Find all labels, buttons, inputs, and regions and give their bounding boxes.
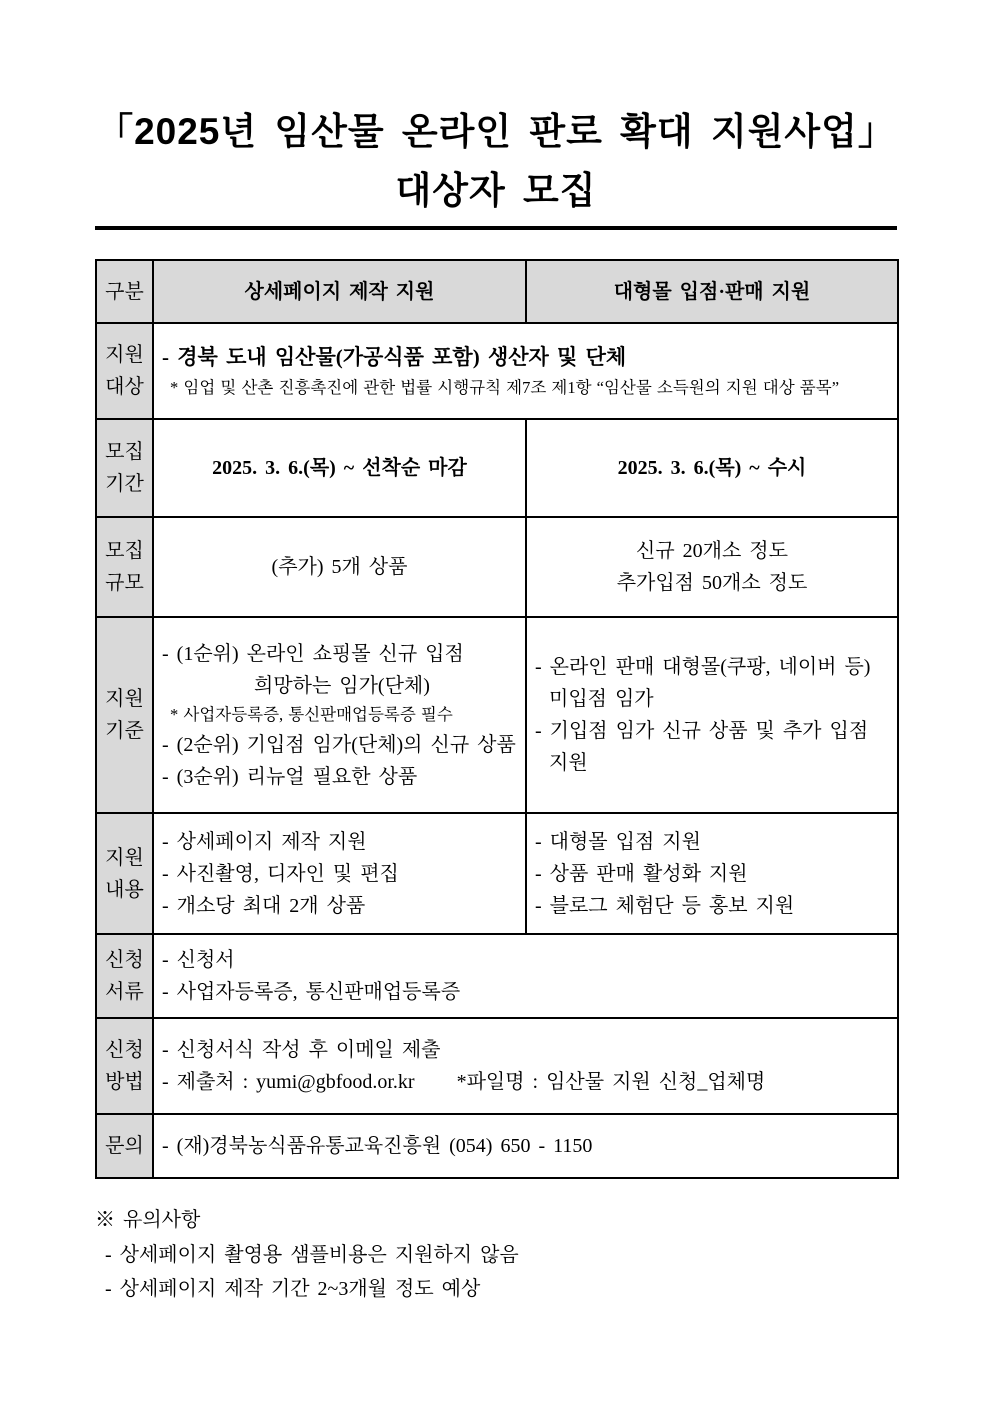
table-row-criteria xyxy=(96,617,898,813)
support-label-line1: 지원 xyxy=(105,846,144,869)
support-col2-item: - 블로그 체험단 등 홍보 지원 xyxy=(535,894,795,917)
criteria-label-line1: 지원 xyxy=(105,688,144,711)
program-table xyxy=(95,259,899,1179)
method-filename: *파일명 : 임산물 지원 신청_업체명 xyxy=(456,1071,766,1094)
scale-col2-line2: 추가입점 50개소 정도 xyxy=(616,572,808,595)
target-label-cell xyxy=(96,323,153,419)
scale-col1-cell: (추가) 5개 상품 xyxy=(153,517,526,617)
method-value-cell xyxy=(153,1018,898,1114)
target-label-line1: 지원 xyxy=(105,344,144,367)
method-submit-email: - 제출처 : yumi@gbfood.or.kr xyxy=(162,1071,415,1094)
support-label-line2: 내용 xyxy=(105,878,144,901)
documents-label-line1: 신청 xyxy=(105,949,144,972)
notes-item: - 상세페이지 촬영용 샘플비용은 지원하지 않음 xyxy=(105,1243,519,1266)
criteria-col1-line3: * 사업자등록증, 통신판매업등록증 필수 xyxy=(170,705,453,725)
table-row-support xyxy=(96,813,898,934)
scale-label-cell xyxy=(96,517,153,617)
scale-col2-line1: 신규 20개소 정도 xyxy=(636,540,788,563)
documents-label-line2: 서류 xyxy=(105,981,144,1004)
criteria-col2-line3: - 기입점 임가 신규 상품 및 추가 입점 xyxy=(535,720,869,743)
period-col2-cell: 2025. 3. 6.(목) ~ 수시 xyxy=(526,419,898,517)
notes-items xyxy=(95,1238,897,1307)
scale-label-line1: 모집 xyxy=(105,540,144,563)
documents-label-cell xyxy=(96,934,153,1018)
period-col1-cell: 2025. 3. 6.(목) ~ 선착순 마감 xyxy=(153,419,526,517)
support-col1-item: - 상세페이지 제작 지원 xyxy=(162,830,367,853)
document-content xyxy=(95,0,897,1307)
criteria-col1-line2: 희망하는 임가(단체) xyxy=(254,675,430,698)
table-row-period xyxy=(96,419,898,517)
support-col2-item: - 대형몰 입점 지원 xyxy=(535,830,701,853)
support-col1-cell xyxy=(153,813,526,934)
table-row-method xyxy=(96,1018,898,1114)
header-col2-cell: 대형몰 입점·판매 지원 xyxy=(526,260,898,323)
support-col1-item: - 사진촬영, 디자인 및 편집 xyxy=(162,862,399,885)
notes-item: - 상세페이지 제작 기간 2~3개월 정도 예상 xyxy=(105,1278,481,1301)
period-label-cell xyxy=(96,419,153,517)
criteria-col2-line1: - 온라인 판매 대형몰(쿠팡, 네이버 등) xyxy=(535,656,871,679)
criteria-col2-line2: 미입점 임가 xyxy=(549,688,654,711)
page-title-line1: 「2025년 임산물 온라인 판로 확대 지원사업」 xyxy=(96,111,896,152)
target-main-text: - 경북 도내 임산물(가공식품 포함) 생산자 및 단체 xyxy=(162,345,627,370)
header-corner-cell: 구분 xyxy=(96,260,153,323)
support-label-cell xyxy=(96,813,153,934)
scale-label-line2: 규모 xyxy=(105,572,144,595)
contact-label-cell: 문의 xyxy=(96,1114,153,1178)
method-label-line1: 신청 xyxy=(105,1039,144,1062)
contact-value-cell: - (재)경북농식품유통교육진흥원 (054) 650 - 1150 xyxy=(153,1114,898,1178)
criteria-col2-line4: 지원 xyxy=(549,752,588,775)
table-row-documents xyxy=(96,934,898,1018)
target-label-line2: 대상 xyxy=(105,376,144,399)
criteria-col1-line5: - (3순위) 리뉴얼 필요한 상품 xyxy=(162,765,418,788)
documents-item: - 사업자등록증, 통신판매업등록증 xyxy=(162,981,461,1004)
support-col1-item: - 개소당 최대 2개 상품 xyxy=(162,894,366,917)
support-col2-item: - 상품 판매 활성화 지원 xyxy=(535,862,748,885)
method-line1: - 신청서식 작성 후 이메일 제출 xyxy=(162,1039,441,1062)
scale-col2-cell xyxy=(526,517,898,617)
criteria-col1-cell xyxy=(153,617,526,813)
method-label-line2: 방법 xyxy=(105,1071,144,1094)
page-title xyxy=(95,102,897,220)
method-line2 xyxy=(162,1066,889,1098)
documents-item: - 신청서 xyxy=(162,949,235,972)
criteria-label-line2: 기준 xyxy=(105,720,144,743)
table-row-scale xyxy=(96,517,898,617)
header-col1-cell: 상세페이지 제작 지원 xyxy=(153,260,526,323)
table-row-contact xyxy=(96,1114,898,1178)
support-col2-cell xyxy=(526,813,898,934)
criteria-label-cell xyxy=(96,617,153,813)
criteria-col1-line4: - (2순위) 기입점 임가(단체)의 신규 상품 xyxy=(162,733,516,756)
page-title-line2: 대상자 모집 xyxy=(395,170,597,212)
documents-value-cell xyxy=(153,934,898,1018)
notes-section xyxy=(95,1203,897,1306)
table-row-header xyxy=(96,260,898,323)
title-underline xyxy=(95,226,897,230)
table-row-target xyxy=(96,323,898,419)
target-value-cell xyxy=(153,323,898,419)
period-label-line1: 모집 xyxy=(105,441,144,464)
notes-heading: ※ 유의사항 xyxy=(95,1209,201,1232)
target-sub-text: * 임업 및 산촌 진흥촉진에 관한 법률 시행규칙 제7조 제1항 “임산물 소득원의 지원 대상 품목” xyxy=(170,377,840,397)
method-label-cell xyxy=(96,1018,153,1114)
period-label-line2: 기간 xyxy=(105,473,144,496)
criteria-col1-line1: - (1순위) 온라인 쇼핑몰 신규 입점 xyxy=(162,643,464,666)
criteria-col2-cell xyxy=(526,617,898,813)
